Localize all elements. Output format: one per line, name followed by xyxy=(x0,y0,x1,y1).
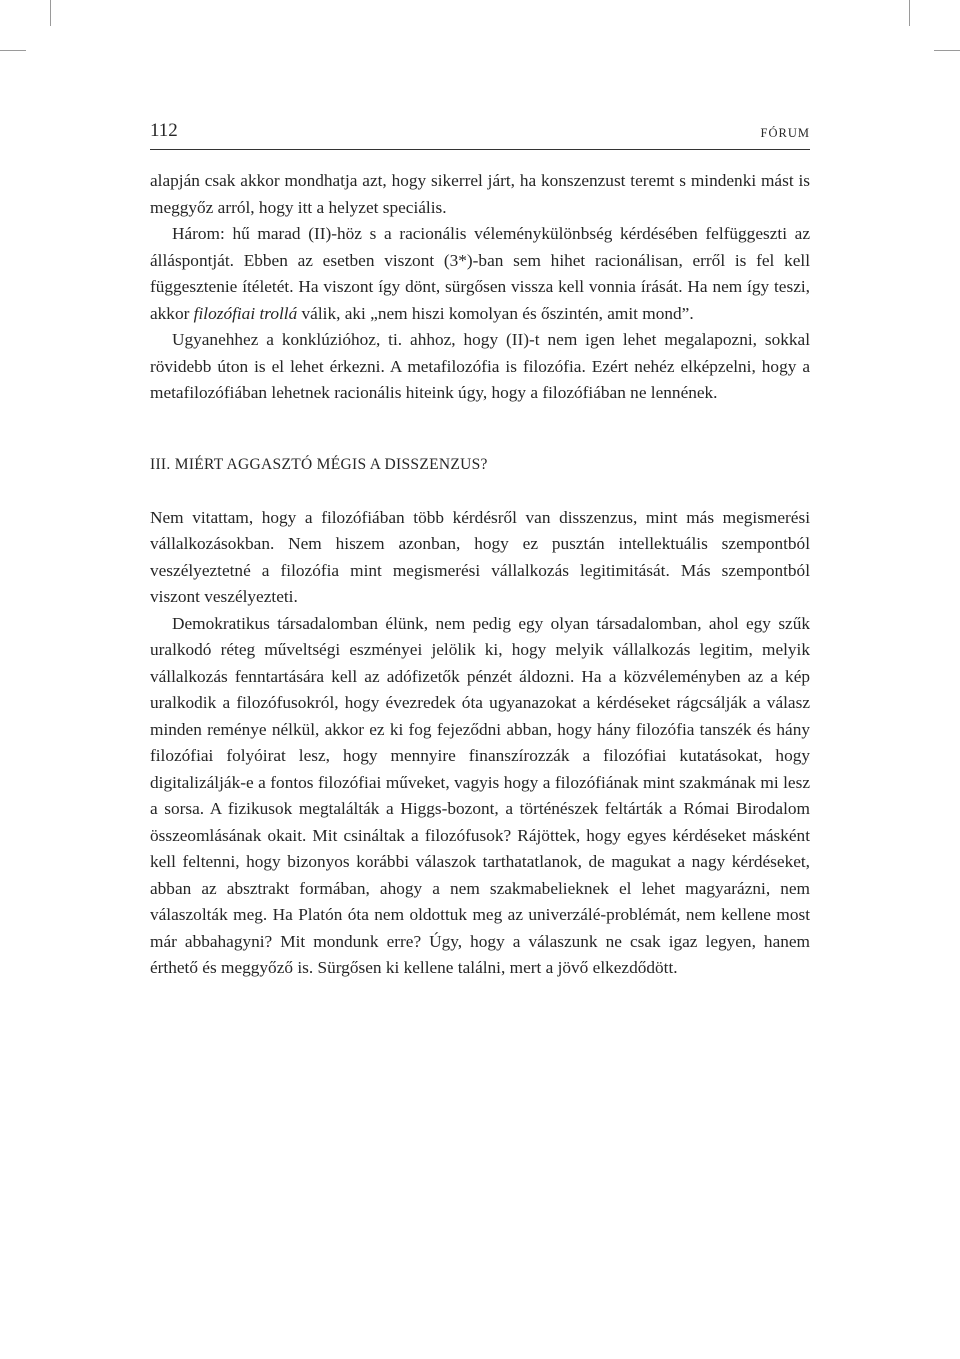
paragraph-text: Három: hű marad (II)-höz s a racionális véleménykülönbség kérdésében felfüggeszti az álláspontját. Ebben az esetben viszont (3*)-ban sem hihet racionálisan, erről is fel kell függesztenie ítéletét. Ha viszont így dönt, sürgősen vissza kell vonnia írását. Ha nem így teszi, akkor xyxy=(150,224,810,323)
paragraph xyxy=(150,221,810,327)
crop-mark-top-right-vertical xyxy=(909,0,910,26)
emphasis-text: filozófiai trollá xyxy=(193,303,298,323)
page-number: 112 xyxy=(150,120,178,141)
running-head: FÓRUM xyxy=(760,126,810,140)
page-header xyxy=(150,120,810,148)
paragraph-text: válik, aki „nem hiszi komolyan és őszintén, amit mond”. xyxy=(297,303,694,323)
header-rule xyxy=(150,149,810,150)
body-text xyxy=(150,168,810,982)
paragraph: Demokratikus társadalomban élünk, nem pedig egy olyan társadalomban, ahol egy szűk uralkodó réteg műveltségi eszményei jelölik ki, hogy melyik vállalkozás legitim, melyik vállalkozás fenntartására kell az adófizetők pénzét áldozni. Ha a közvéleményben az a kép uralkodik a filozófusokról, hogy évezredek óta ugyanazokat a kérdéseket rágcsálják a válasz minden reménye nélkül, akkor ez ki fog fejeződni abban, hogy hány filozófia tanszék és hány filozófiai folyóirat lesz, hogy mennyire finanszírozzák a filozófiai kutatásokat, hogy digitalizálják-e a fontos filozófiai műveket, vagyis hogy a filozófiának mint szakmának mi lesz a sorsa. A fizikusok megtalálták a Higgs-bozont, a történészek feltárták a Római Birodalom összeomlásának okait. Mit csináltak a filozófusok? Rájöttek, hogy egyes kérdéseket másként kell feltenni, hogy bizonyos korábbi válaszok tarthatatlanok, de magukat a nagy kérdéseket, abban az absztrakt formában, ahogy a nem szakmabelieknek el lehet magyarázni, nem válaszolták meg. Ha Platón óta nem oldottuk meg az univerzálé-problémát, nem kellene most már abbahagyni? Mit mondunk erre? Úgy, hogy a válaszunk ne csak igaz legyen, hanem érthető és meggyőző is. Sürgősen ki kellene találni, mert a jövő elkezdődött. xyxy=(150,613,810,977)
crop-mark-top-right-horizontal xyxy=(934,50,960,51)
crop-mark-top-left-horizontal xyxy=(0,50,26,51)
paragraph: alapján csak akkor mondhatja azt, hogy sikerrel járt, ha konszenzust teremt s mindenki mást is meggyőz arról, hogy itt a helyzet speciális. xyxy=(150,171,810,217)
spacer xyxy=(150,478,810,505)
crop-mark-top-left-vertical xyxy=(50,0,51,26)
paragraph: Nem vitattam, hogy a filozófiában több kérdésről van disszenzus, mint más megismerési vállalkozásokban. Nem hiszem azonban, hogy ez pusztán intellektuális szempontból veszélyeztetné a filozófia mint megismerési vállalkozás legitimitását. Más szempontból viszont veszélyezteti. xyxy=(150,507,810,606)
spacer xyxy=(150,407,810,452)
paragraph: Ugyanehhez a konklúzióhoz, ti. ahhoz, hogy (II)-t nem igen lehet megalapozni, sokkal rövidebb úton is el lehet érkezni. A metafilozófia is filozófia. Ezért nehéz elképzelni, hogy a metafilozófiában lehetnek racionális hiteink úgy, hogy a filozófiában ne lennének. xyxy=(150,330,810,402)
section-heading: III. MIÉRT AGGASZTÓ MÉGIS A DISSZENZUS? xyxy=(150,455,488,473)
